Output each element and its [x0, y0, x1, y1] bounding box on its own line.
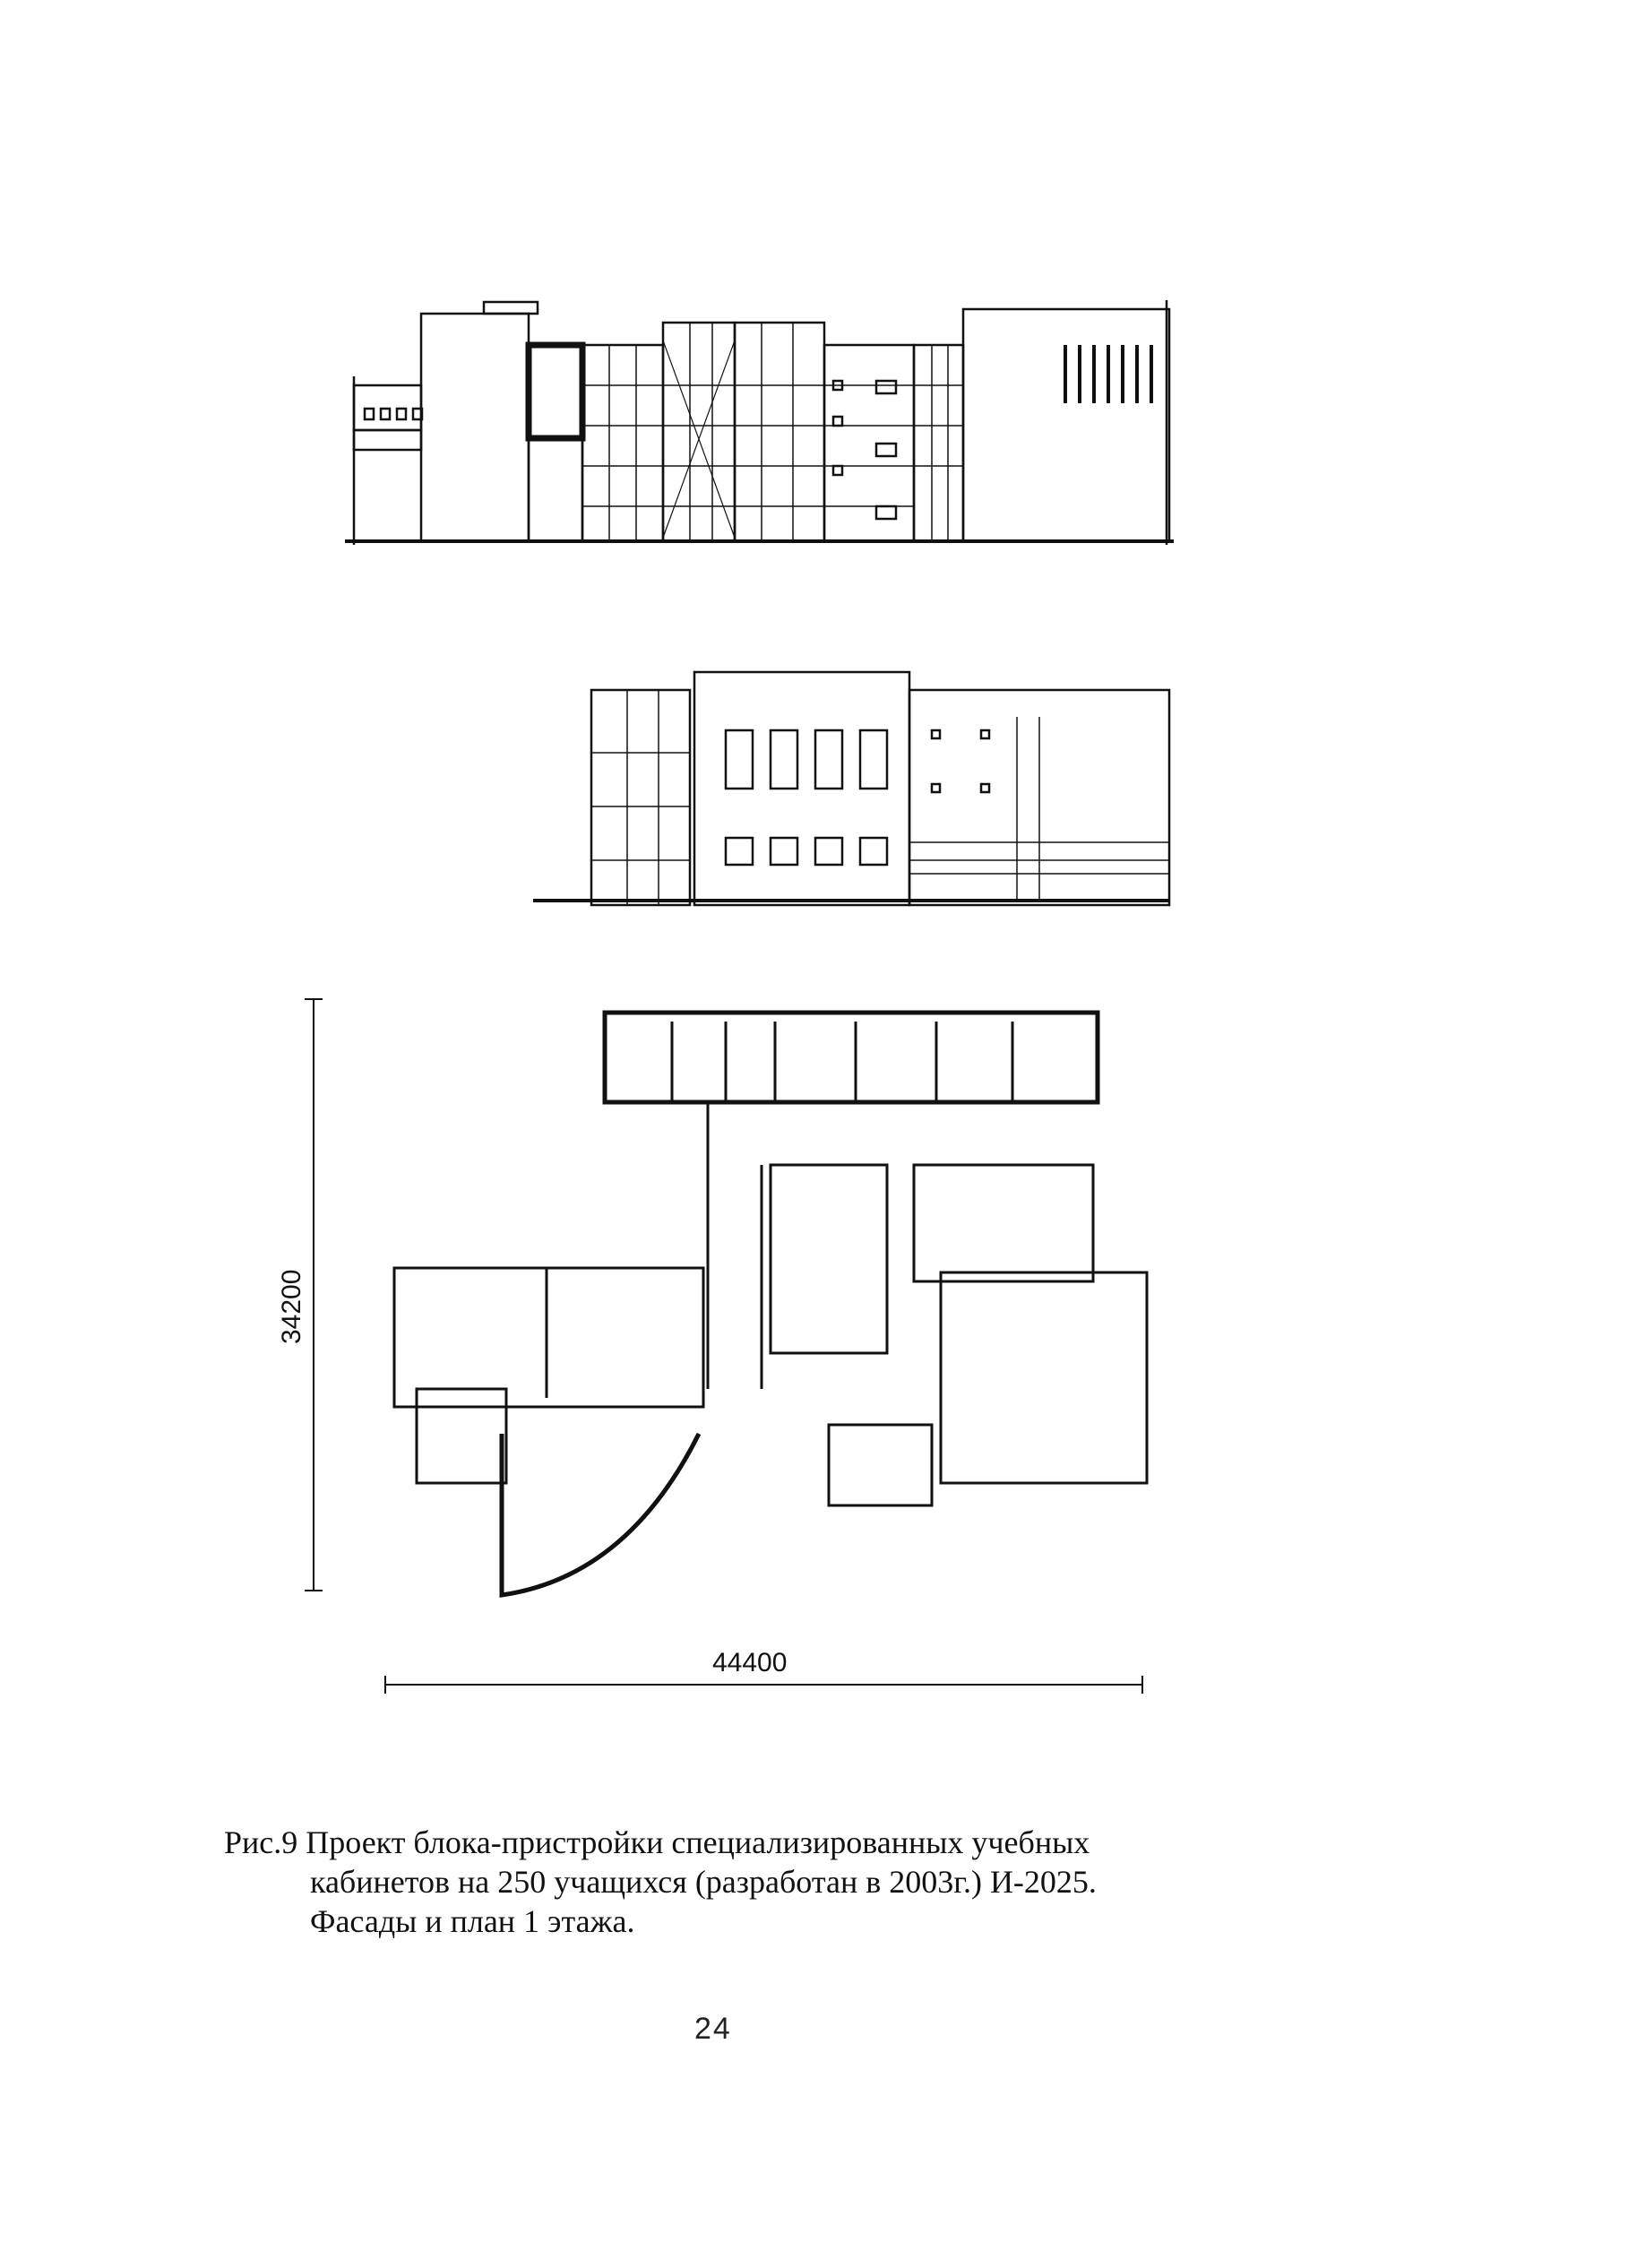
caption-line-1: Проект блока-пристройки специализированных учебных	[306, 1824, 1090, 1860]
figure-label: Рис.9	[224, 1824, 298, 1860]
caption-code: И-2025.	[989, 1863, 1097, 1900]
dimension-height-label: 34200	[277, 1269, 306, 1344]
facade-side	[533, 672, 1169, 905]
dimension-width-label: 44400	[712, 1648, 788, 1677]
floor-plan	[394, 1013, 1147, 1595]
facade-main	[345, 300, 1174, 545]
page-number: 24	[694, 2012, 732, 2046]
figure-caption	[224, 1824, 1210, 1942]
caption-line-2: кабинетов на 250 учащихся (разработан в 2003г.)	[310, 1863, 982, 1900]
caption-line-3: Фасады и план 1 этажа.	[310, 1902, 635, 1939]
